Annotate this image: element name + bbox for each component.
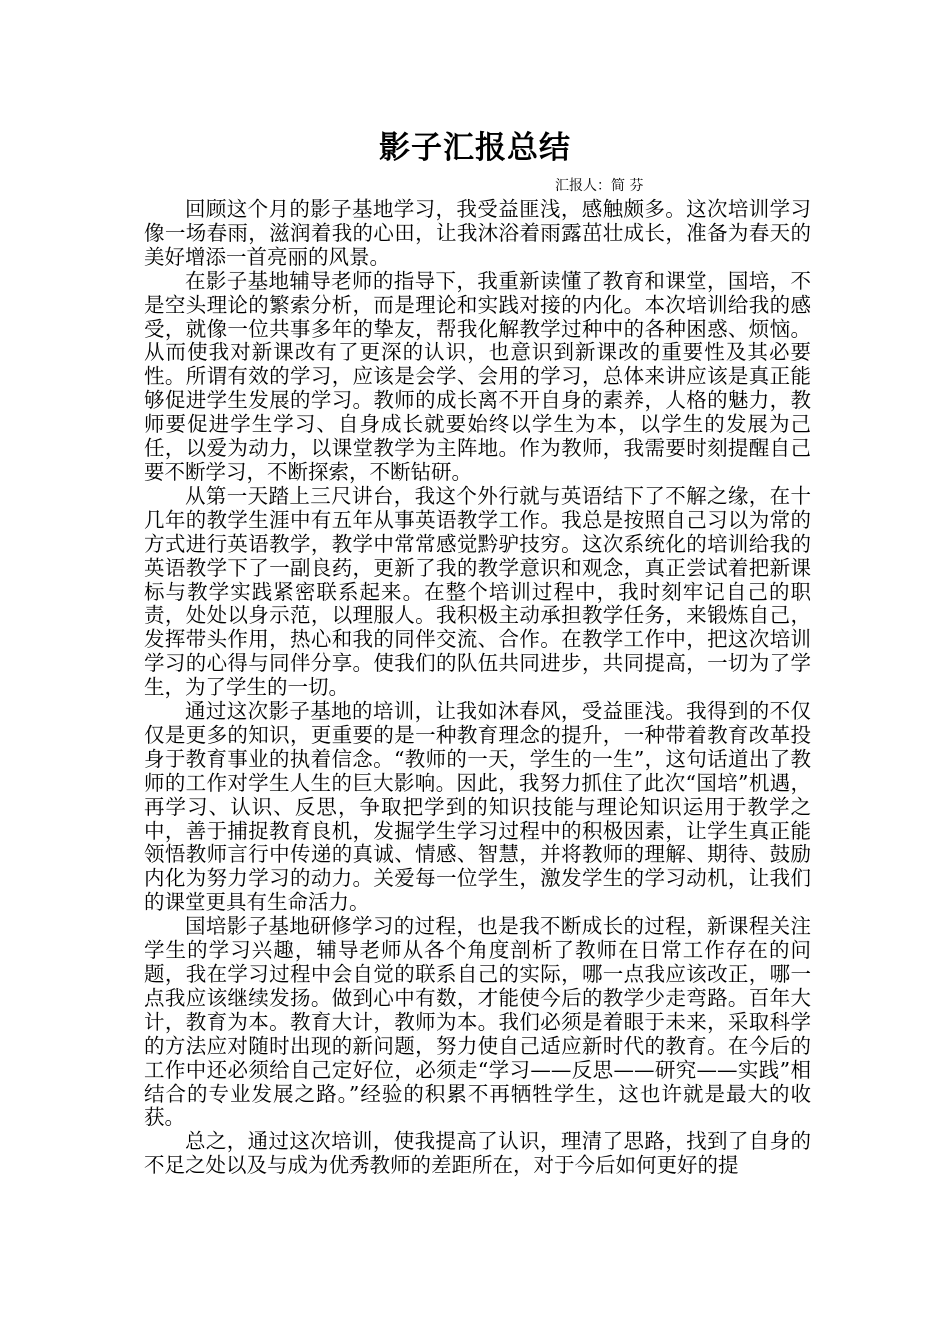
document-body — [144, 198, 811, 1178]
paragraph: 在影子基地辅导老师的指导下，我重新读懂了教育和课堂，国培，不是空头理论的繁索分析，而是理论和实践对接的内化。本次培训给我的感受，就像一位共事多年的挚友，帮我化解教学过种中的各种困惑、烦恼。从而使我对新课改有了更深的认识，也意识到新课改的重要性及其必要性。所谓有效的学习，应该是会学、会用的学习，总体来讲应该是真正能够促进学生发展的学习。教师的成长离不开自身的素养，人格的魅力，教师要促进学生学习、自身成长就要始终以学生为本，以学生的发展为己任，以爱为动力，以课堂教学为主阵地。作为教师，我需要时刻提醒自己要不断学习，不断探索，不断钻研。 — [144, 268, 811, 484]
author-line: 汇报人：简 芬 — [555, 178, 644, 194]
paragraph: 从第一天踏上三尺讲台，我这个外行就与英语结下了不解之缘，在十几年的教学生涯中有五年从事英语教学工作。我总是按照自己习以为常的方式进行英语教学，教学中常常感觉黔驴技穷。这次系统化的培训给我的英语教学下了一副良药，更新了我的教学意识和观念，真正尝试着把新课标与教学实践紧密联系起来。在整个培训过程中，我时刻牢记自己的职责，处处以身示范，以理服人。我积极主动承担教学任务，来锻炼自己，发挥带头作用，热心和我的同伴交流、合作。在教学工作中，把这次培训学习的心得与同伴分享。使我们的队伍共同进步，共同提高，一切为了学生，为了学生的一切。 — [144, 483, 811, 700]
paragraph: 国培影子基地研修学习的过程，也是我不断成长的过程，新课程关注学生的学习兴趣，辅导老师从各个角度剖析了教师在日常工作存在的问题，我在学习过程中会自觉的联系自己的实际，哪一点我应该改正，哪一点我应该继续发扬。做到心中有数，才能使今后的教学少走弯路。百年大计，教育为本。教育大计，教师为本。我们必须是着眼于未来，采取科学的方法应对随时出现的新问题，努力使自己适应新时代的教育。在今后的工作中还必须给自己定好位，必须走“学习——反思——研究——实践”相结合的专业发展之路。”经验的积累不再牺牲学生，这也许就是最大的收获。 — [144, 914, 811, 1130]
paragraph: 回顾这个月的影子基地学习，我受益匪浅，感触颇多。这次培训学习像一场春雨，滋润着我的心田，让我沐浴着雨露茁壮成长，准备为春天的美好增添一首亮丽的风景。 — [144, 197, 811, 269]
document-title: 影子汇报总结 — [379, 130, 571, 166]
paragraph: 总之，通过这次培训，使我提高了认识，理清了思路，找到了自身的不足之处以及与成为优秀教师的差距所在，对于今后如何更好的提 — [144, 1129, 811, 1178]
paragraph: 通过这次影子基地的培训，让我如沐春风，受益匪浅。我得到的不仅仅是更多的知识，更重要的是一种教育理念的提升，一种带着教育改革投身于教育事业的执着信念。“教师的一天，学生的一生”，这句话道出了教师的工作对学生人生的巨大影响。因此，我努力抓住了此次“国培”机遇，再学习、认识、反思，争取把学到的知识技能与理论知识运用于教学之中，善于捕捉教育良机，发掘学生学习过程中的积极因素，让学生真正能领悟教师言行中传递的真诚、情感、智慧，并将教师的理解、期待、鼓励内化为努力学习的动力。关爱每一位学生，激发学生的学习动机，让我们的课堂更具有生命活力。 — [144, 699, 811, 915]
